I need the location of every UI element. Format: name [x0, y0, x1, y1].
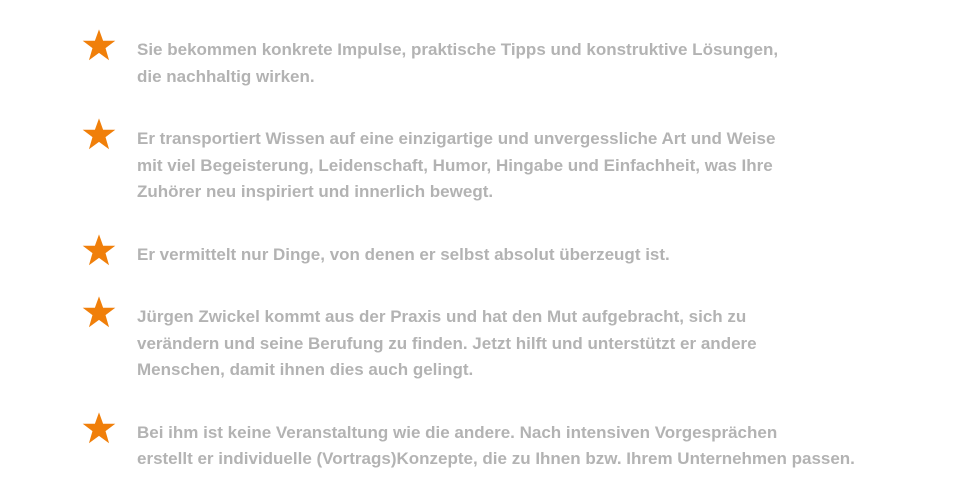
text-line: verändern und seine Berufung zu finden. Jetzt hilft und unterstützt er andere [137, 333, 757, 353]
list-item [82, 411, 932, 473]
list-item-text [137, 117, 932, 206]
star-icon [82, 233, 116, 267]
text-line: die nachhaltig wirken. [137, 66, 315, 86]
text-line: Er vermittelt nur Dinge, von denen er selbst absolut überzeugt ist. [137, 244, 670, 264]
benefit-list [82, 28, 932, 473]
list-item [82, 295, 932, 384]
star-icon [82, 28, 116, 62]
list-item [82, 233, 932, 269]
list-item-text [137, 295, 932, 384]
text-line: mit viel Begeisterung, Leidenschaft, Humor, Hingabe und Einfachheit, was Ihre [137, 155, 773, 175]
list-item-text [137, 28, 932, 90]
star-icon [82, 411, 116, 445]
text-line: Zuhörer neu inspiriert und innerlich bewegt. [137, 182, 494, 201]
text-line: Sie bekommen konkrete Impulse, praktische Tipps und konstruktive Lösungen, [137, 40, 779, 59]
text-line: Bei ihm ist keine Veranstaltung wie die andere. Nach intensiven Vorgesprächen [137, 422, 778, 442]
text-line: Menschen, damit ihnen dies auch gelingt. [137, 360, 474, 379]
text-line: Jürgen Zwickel kommt aus der Praxis und hat den Mut aufgebracht, sich zu [137, 307, 747, 326]
text-line: erstellt er individuelle (Vortrags)Konzepte, die zu Ihnen bzw. Ihrem Unternehmen passen. [137, 449, 855, 468]
star-icon [82, 117, 116, 151]
list-item-text [137, 411, 932, 473]
text-line: Er transportiert Wissen auf eine einzigartige und unvergessliche Art und Weise [137, 129, 776, 148]
list-item [82, 28, 932, 90]
list-item-text [137, 233, 932, 269]
star-icon [82, 295, 116, 329]
list-item [82, 117, 932, 206]
